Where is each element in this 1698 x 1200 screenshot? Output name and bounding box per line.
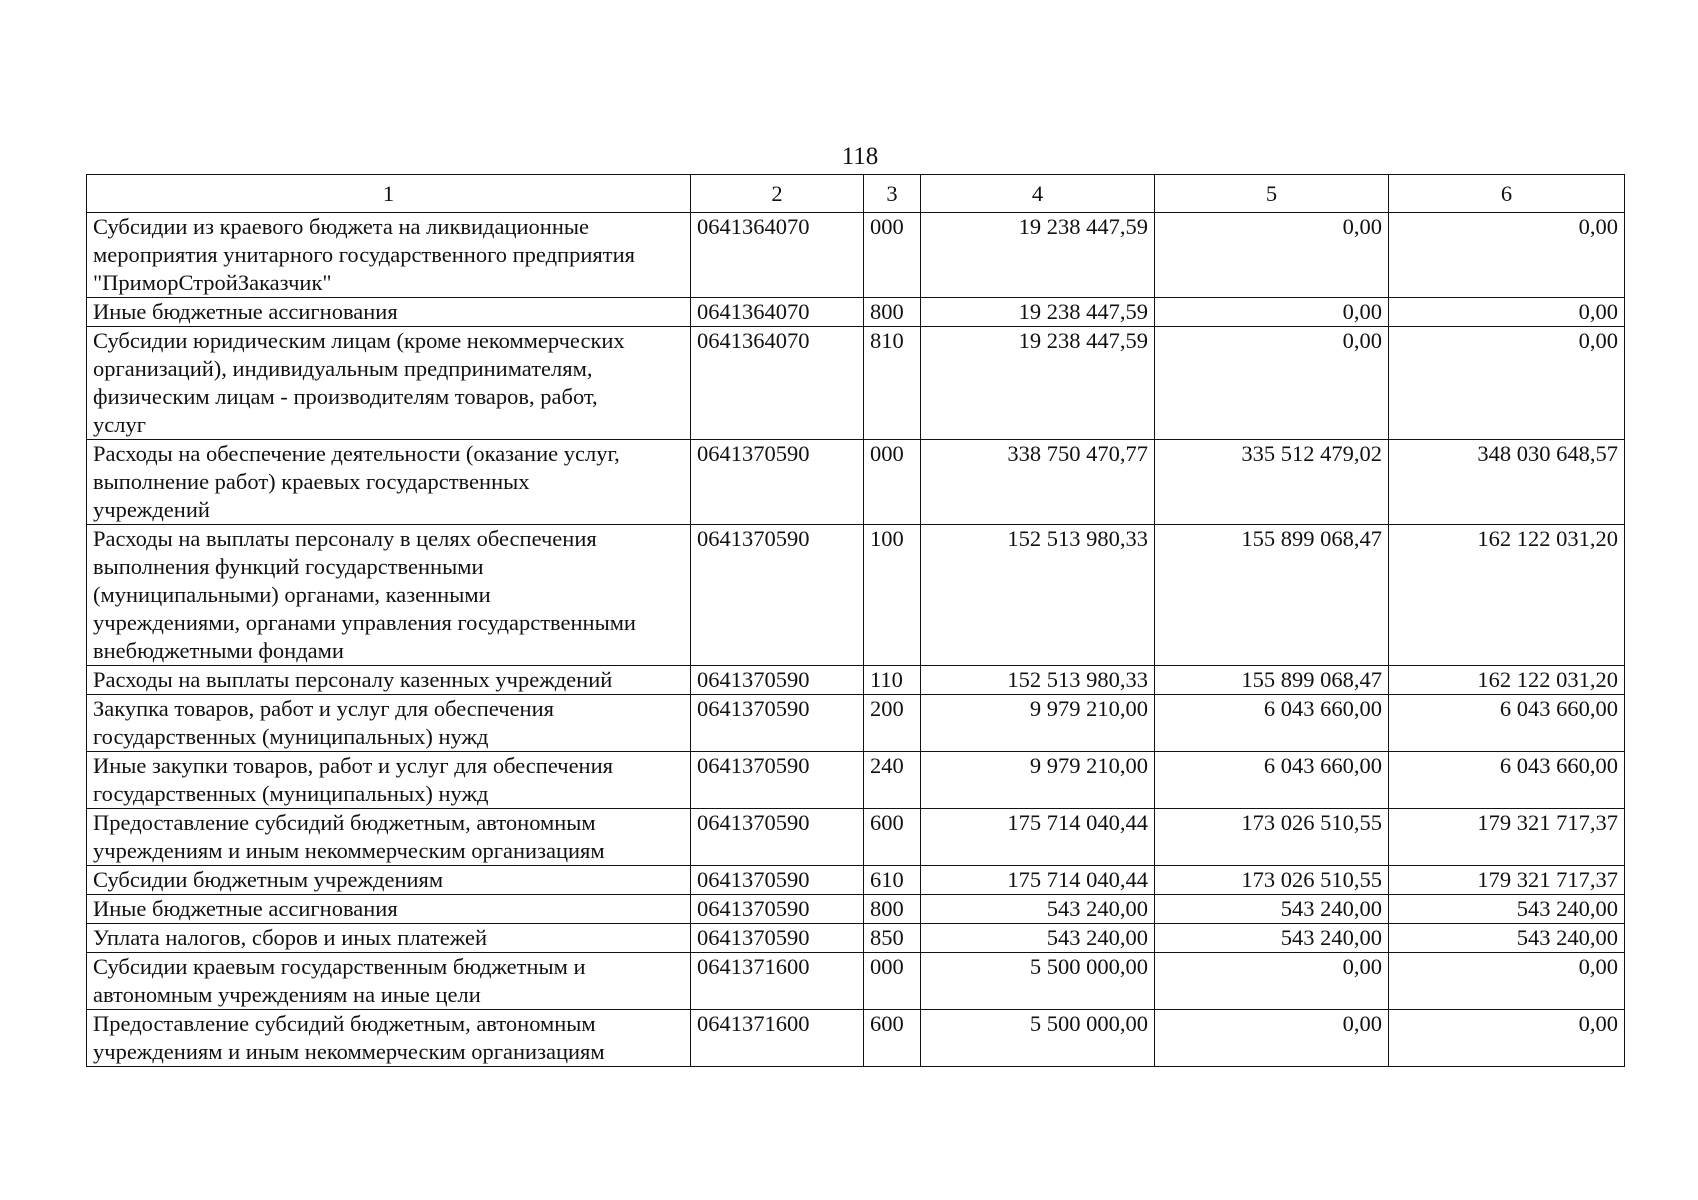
amount-col6-cell: 0,00 xyxy=(1389,298,1625,327)
row-name-line: (муниципальными) органами, казенными xyxy=(93,582,491,607)
target-code-cell: 0641371600 xyxy=(691,1010,864,1067)
table-row xyxy=(87,809,1625,866)
row-name-cell xyxy=(87,924,691,953)
row-name-line: Закупка товаров, работ и услуг для обеспечения xyxy=(93,696,554,721)
amount-col4-cell: 152 513 980,33 xyxy=(921,666,1155,695)
row-name-line: выполнения функций государственными xyxy=(93,554,484,579)
amount-col6-cell: 0,00 xyxy=(1389,213,1625,298)
amount-col6-cell: 0,00 xyxy=(1389,1010,1625,1067)
amount-col4-cell: 543 240,00 xyxy=(921,924,1155,953)
amount-col6-cell: 6 043 660,00 xyxy=(1389,752,1625,809)
row-name-line: Расходы на выплаты персоналу казенных учреждений xyxy=(93,667,613,692)
amount-col4-cell: 338 750 470,77 xyxy=(921,440,1155,525)
row-name-line: Расходы на обеспечение деятельности (оказание услуг, xyxy=(93,441,620,466)
amount-col4-cell: 9 979 210,00 xyxy=(921,695,1155,752)
amount-col6-cell: 162 122 031,20 xyxy=(1389,525,1625,666)
amount-col6-cell: 162 122 031,20 xyxy=(1389,666,1625,695)
amount-col4-cell: 9 979 210,00 xyxy=(921,752,1155,809)
expense-type-cell: 240 xyxy=(864,752,921,809)
amount-col5-cell: 0,00 xyxy=(1155,1010,1389,1067)
row-name-cell xyxy=(87,866,691,895)
row-name-line: Субсидии юридическим лицам (кроме некоммерческих xyxy=(93,328,625,353)
table-row xyxy=(87,695,1625,752)
amount-col5-cell: 0,00 xyxy=(1155,953,1389,1010)
expense-type-cell: 800 xyxy=(864,895,921,924)
row-name-line: автономным учреждениям на иные цели xyxy=(93,982,481,1007)
expense-type-cell: 110 xyxy=(864,666,921,695)
target-code-cell: 0641370590 xyxy=(691,525,864,666)
table-row xyxy=(87,752,1625,809)
amount-col5-cell: 543 240,00 xyxy=(1155,924,1389,953)
amount-col5-cell: 543 240,00 xyxy=(1155,895,1389,924)
table-body xyxy=(87,213,1625,1067)
row-name-cell xyxy=(87,440,691,525)
column-header-5: 5 xyxy=(1155,175,1389,213)
row-name-line: Предоставление субсидий бюджетным, автономным xyxy=(93,1011,596,1036)
row-name-cell xyxy=(87,695,691,752)
amount-col6-cell: 179 321 717,37 xyxy=(1389,866,1625,895)
row-name-line: мероприятия унитарного государственного предприятия xyxy=(93,242,635,267)
row-name-line: Иные бюджетные ассигнования xyxy=(93,299,398,324)
table-row xyxy=(87,866,1625,895)
amount-col4-cell: 543 240,00 xyxy=(921,895,1155,924)
amount-col4-cell: 19 238 447,59 xyxy=(921,213,1155,298)
row-name-cell xyxy=(87,895,691,924)
budget-table xyxy=(86,174,1625,1067)
row-name-cell xyxy=(87,525,691,666)
expense-type-cell: 850 xyxy=(864,924,921,953)
amount-col4-cell: 5 500 000,00 xyxy=(921,1010,1155,1067)
amount-col6-cell: 6 043 660,00 xyxy=(1389,695,1625,752)
table-row xyxy=(87,298,1625,327)
target-code-cell: 0641370590 xyxy=(691,809,864,866)
row-name-line: внебюджетными фондами xyxy=(93,638,344,663)
amount-col5-cell: 0,00 xyxy=(1155,327,1389,440)
column-header-6: 6 xyxy=(1389,175,1625,213)
amount-col5-cell: 173 026 510,55 xyxy=(1155,866,1389,895)
table-row xyxy=(87,924,1625,953)
row-name-line: услуг xyxy=(93,412,146,437)
amount-col5-cell: 0,00 xyxy=(1155,213,1389,298)
target-code-cell: 0641370590 xyxy=(691,895,864,924)
row-name-line: Субсидии из краевого бюджета на ликвидационные xyxy=(93,214,589,239)
expense-type-cell: 800 xyxy=(864,298,921,327)
row-name-cell xyxy=(87,298,691,327)
row-name-line: Расходы на выплаты персоналу в целях обеспечения xyxy=(93,526,597,551)
target-code-cell: 0641370590 xyxy=(691,666,864,695)
page-number: 118 xyxy=(841,143,879,170)
row-name-line: Иные бюджетные ассигнования xyxy=(93,896,398,921)
row-name-line: Субсидии краевым государственным бюджетным и xyxy=(93,954,586,979)
expense-type-cell: 600 xyxy=(864,1010,921,1067)
amount-col4-cell: 152 513 980,33 xyxy=(921,525,1155,666)
amount-col6-cell: 348 030 648,57 xyxy=(1389,440,1625,525)
amount-col5-cell: 155 899 068,47 xyxy=(1155,525,1389,666)
table-row xyxy=(87,213,1625,298)
amount-col4-cell: 19 238 447,59 xyxy=(921,298,1155,327)
row-name-line: "ПриморСтройЗаказчик" xyxy=(93,270,332,295)
expense-type-cell: 200 xyxy=(864,695,921,752)
amount-col5-cell: 155 899 068,47 xyxy=(1155,666,1389,695)
table-row xyxy=(87,895,1625,924)
amount-col5-cell: 173 026 510,55 xyxy=(1155,809,1389,866)
expense-type-cell: 810 xyxy=(864,327,921,440)
expense-type-cell: 000 xyxy=(864,213,921,298)
expense-type-cell: 600 xyxy=(864,809,921,866)
table-row xyxy=(87,666,1625,695)
row-name-cell xyxy=(87,752,691,809)
target-code-cell: 0641370590 xyxy=(691,695,864,752)
table-row xyxy=(87,525,1625,666)
row-name-line: Предоставление субсидий бюджетным, автономным xyxy=(93,810,596,835)
amount-col5-cell: 335 512 479,02 xyxy=(1155,440,1389,525)
amount-col5-cell: 6 043 660,00 xyxy=(1155,695,1389,752)
row-name-line: физическим лицам - производителям товаров, работ, xyxy=(93,384,598,409)
column-header-1: 1 xyxy=(87,175,691,213)
amount-col4-cell: 5 500 000,00 xyxy=(921,953,1155,1010)
table-row xyxy=(87,440,1625,525)
amount-col6-cell: 0,00 xyxy=(1389,327,1625,440)
header-row xyxy=(87,175,1625,213)
amount-col5-cell: 0,00 xyxy=(1155,298,1389,327)
target-code-cell: 0641364070 xyxy=(691,298,864,327)
table-row xyxy=(87,327,1625,440)
row-name-line: Субсидии бюджетным учреждениям xyxy=(93,867,444,892)
target-code-cell: 0641370590 xyxy=(691,866,864,895)
amount-col6-cell: 543 240,00 xyxy=(1389,895,1625,924)
expense-type-cell: 000 xyxy=(864,440,921,525)
row-name-cell xyxy=(87,1010,691,1067)
amount-col6-cell: 179 321 717,37 xyxy=(1389,809,1625,866)
row-name-line: учреждениями, органами управления государственными xyxy=(93,610,636,635)
row-name-line: государственных (муниципальных) нужд xyxy=(93,781,489,806)
column-header-4: 4 xyxy=(921,175,1155,213)
target-code-cell: 0641370590 xyxy=(691,440,864,525)
amount-col6-cell: 543 240,00 xyxy=(1389,924,1625,953)
target-code-cell: 0641364070 xyxy=(691,327,864,440)
row-name-line: учреждениям и иным некоммерческим организациям xyxy=(93,1039,605,1064)
target-code-cell: 0641371600 xyxy=(691,953,864,1010)
amount-col4-cell: 175 714 040,44 xyxy=(921,866,1155,895)
row-name-cell xyxy=(87,213,691,298)
expense-type-cell: 000 xyxy=(864,953,921,1010)
row-name-line: государственных (муниципальных) нужд xyxy=(93,724,489,749)
amount-col4-cell: 19 238 447,59 xyxy=(921,327,1155,440)
expense-type-cell: 610 xyxy=(864,866,921,895)
column-header-3: 3 xyxy=(864,175,921,213)
expense-type-cell: 100 xyxy=(864,525,921,666)
table-row xyxy=(87,1010,1625,1067)
table-row xyxy=(87,953,1625,1010)
amount-col4-cell: 175 714 040,44 xyxy=(921,809,1155,866)
row-name-line: Уплата налогов, сборов и иных платежей xyxy=(93,925,488,950)
target-code-cell: 0641370590 xyxy=(691,752,864,809)
row-name-cell xyxy=(87,666,691,695)
row-name-cell xyxy=(87,327,691,440)
amount-col5-cell: 6 043 660,00 xyxy=(1155,752,1389,809)
row-name-line: Иные закупки товаров, работ и услуг для обеспечения xyxy=(93,753,613,778)
row-name-line: учреждений xyxy=(93,497,210,522)
column-header-2: 2 xyxy=(691,175,864,213)
row-name-line: организаций), индивидуальным предпринимателям, xyxy=(93,356,593,381)
row-name-cell xyxy=(87,809,691,866)
amount-col6-cell: 0,00 xyxy=(1389,953,1625,1010)
row-name-line: выполнение работ) краевых государственных xyxy=(93,469,530,494)
row-name-cell xyxy=(87,953,691,1010)
target-code-cell: 0641364070 xyxy=(691,213,864,298)
row-name-line: учреждениям и иным некоммерческим организациям xyxy=(93,838,605,863)
target-code-cell: 0641370590 xyxy=(691,924,864,953)
